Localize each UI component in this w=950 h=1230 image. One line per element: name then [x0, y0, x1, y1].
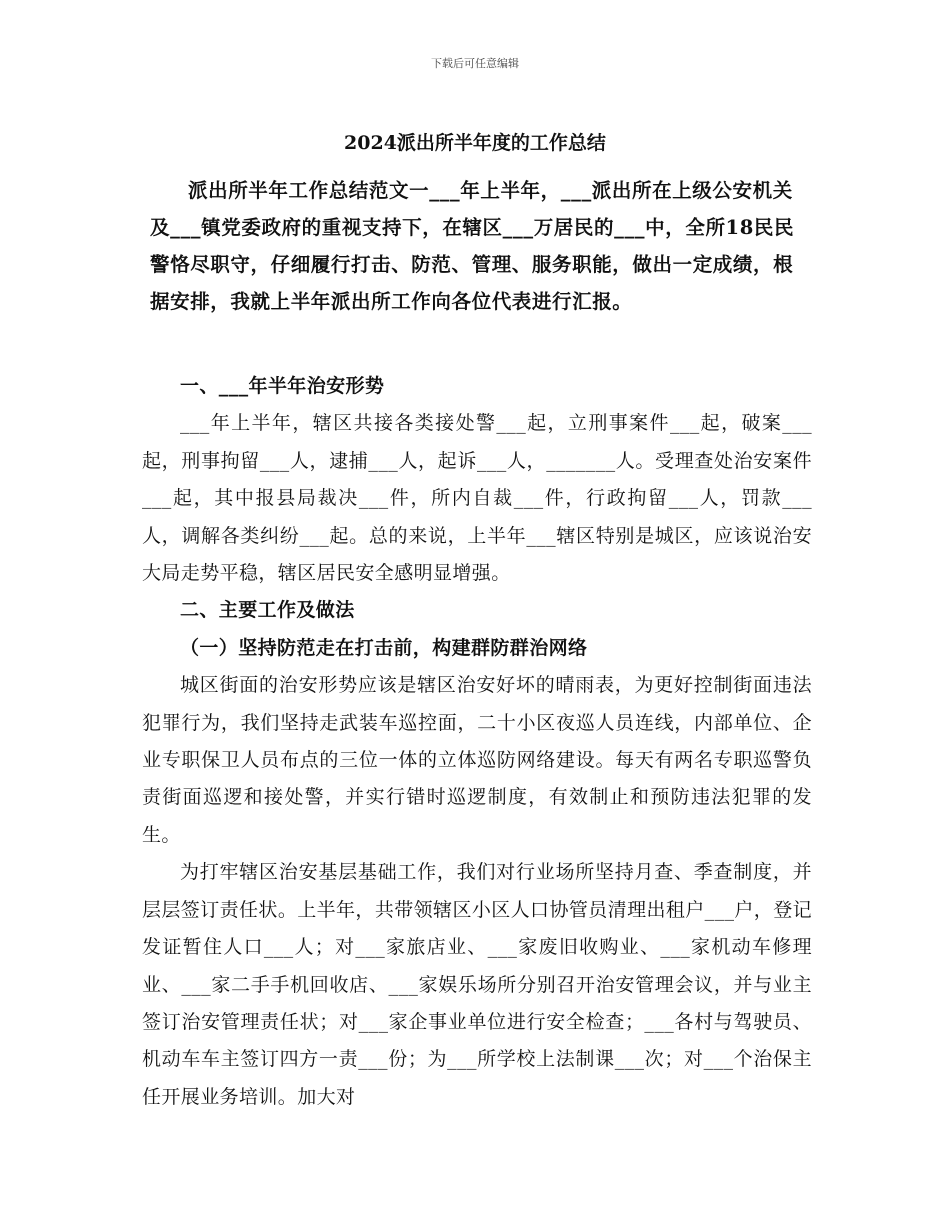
section1-heading: 一、___年半年治安形势	[180, 375, 385, 397]
intro-paragraph: 派出所半年工作总结范文一___年上半年，___派出所在上级公安机关及___镇党委政府的重视支持下，在辖区___万居民的___中，全所18民民警恪尽职守，仔细履行打击、防范、管理、服务职能，做出一定成绩，根据安排，我就上半年派出所工作向各位代表进行汇报。	[150, 179, 795, 313]
document-body	[142, 368, 812, 1116]
page-header-note: 下载后可任意编辑	[431, 57, 519, 70]
body-paragraph-1: 城区街面的治安形势应该是辖区治安好坏的晴雨表，为更好控制街面违法犯罪行为，我们坚持走武装车巡控面，二十小区夜巡人员连线，内部单位、企业专职保卫人员布点的三位一体的立体巡防网络建设。每天有两名专职巡警负责街面巡逻和接处警，并实行错时巡逻制度，有效制止和预防违法犯罪的发生。	[142, 674, 812, 846]
intro-block	[150, 172, 810, 320]
subsection1-heading: （一）坚持防范走在打击前，构建群防群治网络	[180, 636, 588, 659]
document-title: 2024派出所半年度的工作总结	[344, 132, 606, 154]
section1-paragraph: ___年上半年，辖区共接各类接处警___起，立刑事案件___起，破案___起，刑事拘留___人，逮捕___人，起诉___人，_______人。受理查处治安案件___起，其中报县局裁决___件，所内自裁___件，行政拘留___人，罚款___人，调解各类纠纷___起。总的来说，上半年___辖区特别是城区，应该说治安大局走势平稳，辖区居民安全感明显增强。	[142, 412, 812, 585]
body-paragraph-2: 为打牢辖区治安基层基础工作，我们对行业场所坚持月查、季查制度，并层层签订责任状。上半年，共带领辖区小区人口协管员清理出租户___户，登记发证暂住人口___人；对___家旅店业、___家废旧收购业、___家机动车修理业、___家二手手机回收店、___家娱乐场所分别召开治安管理会议，并与业主签订治安管理责任状；对___家企事业单位进行安全检查；___各村与驾驶员、机动车车主签订四方一责___份；为___所学校上法制课___次；对___个治保主任开展业务培训。加大对	[142, 861, 812, 1108]
section2-heading: 二、主要工作及做法	[180, 599, 355, 622]
